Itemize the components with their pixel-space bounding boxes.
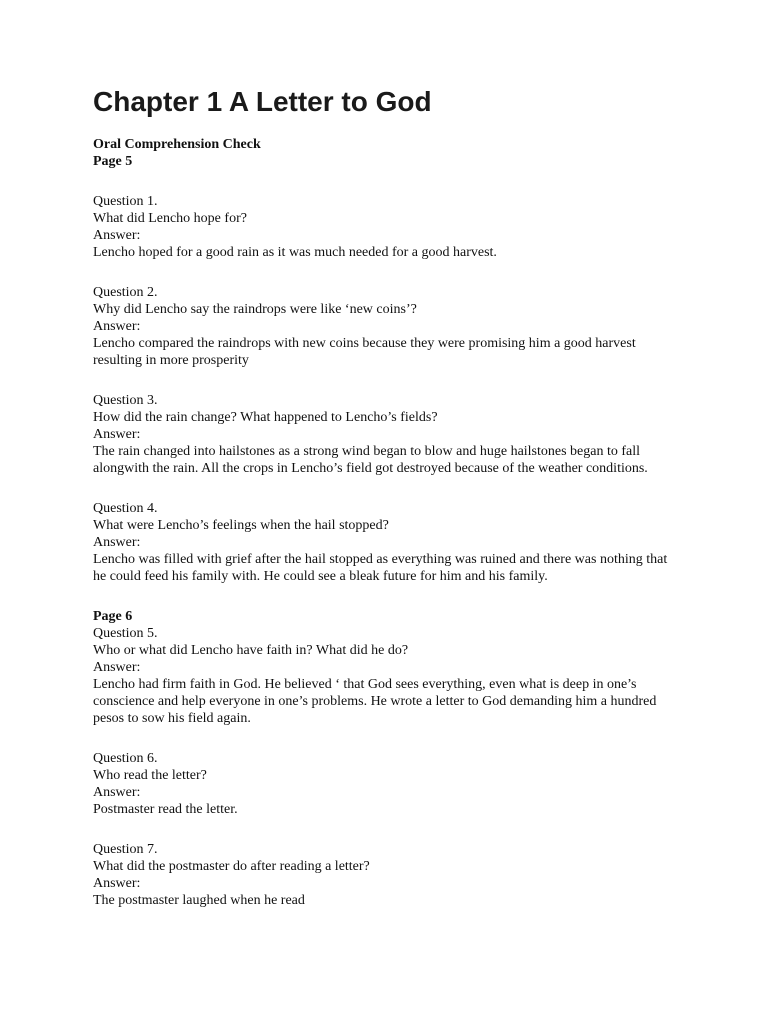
- question-number: Question 6.: [93, 751, 158, 766]
- question-number: Question 7.: [93, 842, 158, 857]
- page-label: Page 5: [93, 154, 133, 169]
- question-block-2: [93, 284, 693, 369]
- answer-text: Lencho had firm faith in God. He believed ‘ that God sees everything, even what is deep in one’s conscience and help everyone in one’s problems. He wrote a letter to God demanding him a hundred pesos to sow his field again.: [93, 677, 657, 726]
- answer-text: Lencho compared the raindrops with new coins because they were promising him a good harvest resulting in more prosperity: [93, 336, 636, 368]
- question-text: What did the postmaster do after reading a letter?: [93, 859, 370, 874]
- answer-label: Answer:: [93, 876, 141, 891]
- question-block-5: [93, 625, 693, 727]
- answer-label: Answer:: [93, 535, 141, 550]
- answer-label: Answer:: [93, 319, 141, 334]
- question-text: How did the rain change? What happened to Lencho’s fields?: [93, 410, 438, 425]
- answer-text: The rain changed into hailstones as a strong wind began to blow and huge hailstones began to fall alongwith the rain. All the crops in Lencho’s field got destroyed because of the weather conditions.: [93, 444, 648, 476]
- answer-label: Answer:: [93, 228, 141, 243]
- question-block-1: [93, 193, 693, 261]
- spacer: [93, 477, 693, 500]
- question-number: Question 4.: [93, 501, 158, 516]
- question-text: Why did Lencho say the raindrops were like ‘new coins’?: [93, 302, 417, 317]
- answer-text: Postmaster read the letter.: [93, 802, 238, 817]
- spacer: [93, 818, 693, 841]
- question-text: What did Lencho hope for?: [93, 211, 247, 226]
- question-text: What were Lencho’s feelings when the hail stopped?: [93, 518, 389, 533]
- question-number: Question 1.: [93, 194, 158, 209]
- answer-label: Answer:: [93, 660, 141, 675]
- question-number: Question 3.: [93, 393, 158, 408]
- question-block-7: [93, 841, 693, 909]
- question-text: Who or what did Lencho have faith in? What did he do?: [93, 643, 409, 658]
- spacer: [93, 170, 693, 193]
- answer-text: The postmaster laughed when he read: [93, 893, 305, 908]
- spacer: [93, 727, 693, 750]
- answer-label: Answer:: [93, 427, 141, 442]
- question-block-3: [93, 392, 693, 477]
- answer-text: Lencho hoped for a good rain as it was much needed for a good harvest.: [93, 245, 497, 260]
- question-text: Who read the letter?: [93, 768, 207, 783]
- section-heading: Oral Comprehension Check: [93, 137, 261, 152]
- page-label: Page 6: [93, 609, 133, 624]
- question-number: Question 2.: [93, 285, 158, 300]
- question-number: Question 5.: [93, 626, 158, 641]
- page-title: Chapter 1 A Letter to God: [93, 86, 432, 117]
- answer-label: Answer:: [93, 785, 141, 800]
- question-block-6: [93, 750, 693, 818]
- answer-text: Lencho was filled with grief after the hail stopped as everything was ruined and there was nothing that he could feed his family with. He could see a bleak future for him and his family.: [93, 552, 668, 584]
- spacer: [93, 369, 693, 392]
- question-block-4: [93, 500, 693, 585]
- document-body: [93, 136, 693, 909]
- spacer: [93, 585, 693, 608]
- spacer: [93, 261, 693, 284]
